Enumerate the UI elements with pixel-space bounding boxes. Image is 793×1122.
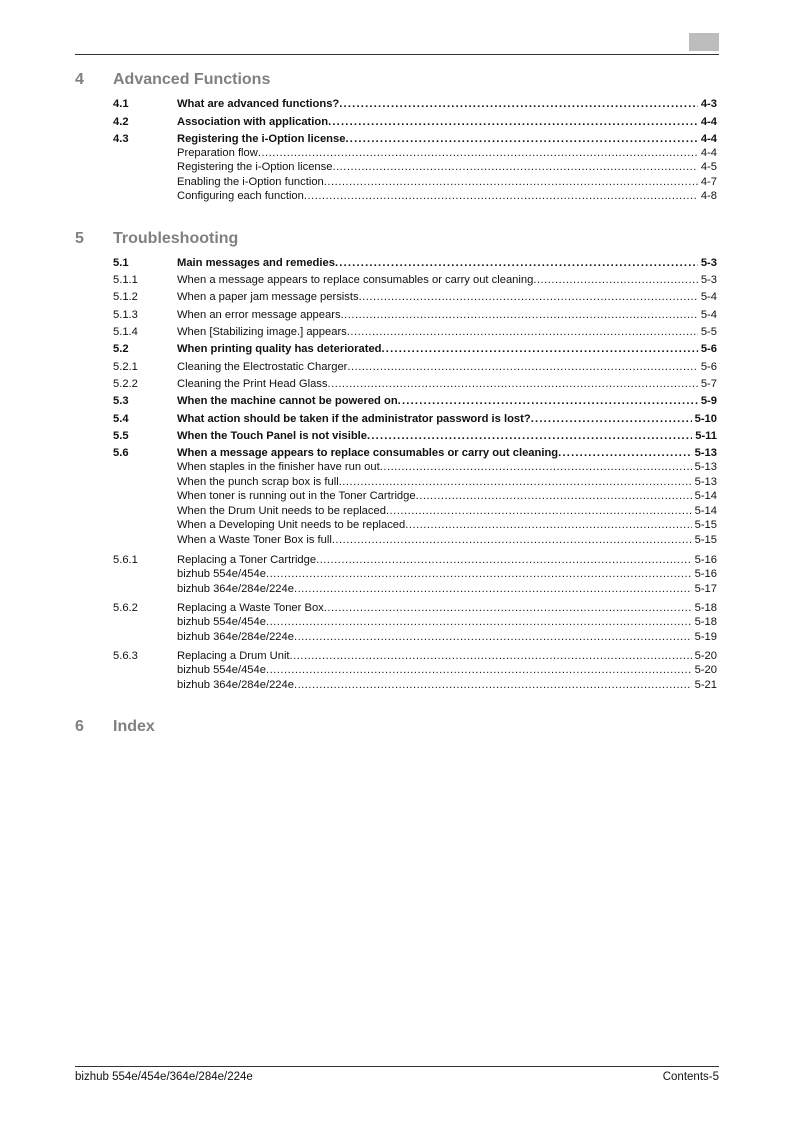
toc-entry[interactable] [113,97,717,111]
toc-entry-title: Registering the i-Option license [177,161,333,173]
toc-entry-title: Main messages and remedies [177,257,335,269]
toc-entry-page: 5-19 [694,631,717,643]
toc-entry-title: When an error message appears [177,309,341,321]
dot-leader [266,663,692,677]
chapter-heading [75,230,238,248]
toc-entry-page: 4-3 [700,98,717,110]
toc-entry-title: What are advanced functions? [177,98,340,110]
toc-entry-page: 5-3 [700,274,717,286]
toc-entry-page: 5-6 [700,343,717,355]
toc-entry[interactable] [113,489,717,503]
toc-entry-page: 5-7 [700,378,717,390]
toc-entry-page: 4-8 [700,190,717,202]
toc-entry-number: 4.3 [113,133,129,145]
toc-entry[interactable] [113,308,717,322]
toc-entry-title: Replacing a Waste Toner Box [177,602,324,614]
toc-entry-page: 5-20 [694,664,717,676]
dot-leader [382,342,698,356]
toc-entry-page: 5-21 [694,679,717,691]
toc-entry-number: 4.2 [113,116,129,128]
toc-entry[interactable] [113,630,717,644]
dot-leader [332,160,697,174]
toc-entry-number: 5.6.3 [113,650,138,662]
toc-entry-title: When the Touch Panel is not visible [177,430,368,442]
toc-entry-title: Cleaning the Electrostatic Charger [177,361,348,373]
dot-leader [294,582,692,596]
chapter-title: Advanced Functions [113,71,271,88]
dot-leader [558,446,691,460]
toc-entry[interactable] [113,290,717,304]
toc-entry-title: bizhub 364e/284e/224e [177,583,294,595]
footer-rule [75,1066,719,1067]
toc-entry-title: What action should be taken if the administrator password is lost? [177,413,531,425]
toc-entry-title: Enabling the i-Option function [177,176,324,188]
toc-entry[interactable] [113,273,717,287]
dot-leader [416,489,692,503]
toc-entry[interactable] [113,394,717,408]
toc-entry[interactable] [113,601,717,615]
dot-leader [347,325,698,339]
chapter-number: 5 [75,230,84,247]
toc-entry-title: When a paper jam message persists [177,291,359,303]
toc-entry-title: When [Stabilizing image.] appears [177,326,347,338]
chapter-heading [75,718,155,736]
toc-entry-number: 5.6 [113,447,129,459]
toc-entry-number: 5.1.1 [113,274,138,286]
chapter-number: 6 [75,718,84,735]
dot-leader [266,615,692,629]
dot-leader [386,504,692,518]
toc-entry-page: 5-3 [700,257,717,269]
toc-entry[interactable] [113,678,717,692]
toc-entry-page: 5-14 [694,490,717,502]
toc-entry-number: 5.2.2 [113,378,138,390]
toc-entry[interactable] [113,663,717,677]
dot-leader [405,518,691,532]
header-rule [75,54,719,55]
toc-entry[interactable] [113,175,717,189]
toc-entry[interactable] [113,160,717,174]
toc-entry-title: Configuring each function [177,190,304,202]
dot-leader [339,475,692,489]
toc-entry-page: 5-4 [700,291,717,303]
toc-entry-title: bizhub 554e/454e [177,616,266,628]
toc-entry[interactable] [113,553,717,567]
toc-entry-page: 5-16 [694,554,717,566]
toc-entry[interactable] [113,582,717,596]
toc-entry-page: 5-20 [694,650,717,662]
toc-entry-title: Association with application [177,116,329,128]
toc-entry[interactable] [113,360,717,374]
toc-entry-number: 5.1.3 [113,309,138,321]
footer-product: bizhub 554e/454e/364e/284e/224e [75,1071,253,1083]
toc-entry-title: When a Waste Toner Box is full [177,534,332,546]
toc-entry-title: When staples in the finisher have run out [177,461,380,473]
dot-leader [304,189,698,203]
dot-leader [258,146,698,160]
toc-entry[interactable] [113,189,717,203]
toc-entry-page: 4-4 [700,116,717,128]
toc-entry-page: 5-18 [694,602,717,614]
dot-leader [324,601,692,615]
dot-leader [531,412,692,426]
dot-leader [533,273,697,287]
dot-leader [294,630,692,644]
toc-entry-page: 4-5 [700,161,717,173]
dot-leader [294,678,692,692]
toc-entry-page: 5-5 [700,326,717,338]
dot-leader [345,132,697,146]
toc-entry-page: 5-4 [700,309,717,321]
dot-leader [290,649,692,663]
toc-entry[interactable] [113,649,717,663]
dot-leader [341,308,698,322]
toc-entry[interactable] [113,460,717,474]
chapter-title: Index [113,718,155,735]
toc-entry-page: 5-15 [694,534,717,546]
toc-entry[interactable] [113,412,717,426]
toc-entry[interactable] [113,146,717,160]
toc-entry-number: 5.1.4 [113,326,138,338]
chapter-heading [75,71,270,89]
toc-entry-page: 5-6 [700,361,717,373]
toc-entry-number: 5.3 [113,395,129,407]
toc-entry[interactable] [113,533,717,547]
toc-entry-page: 4-4 [700,133,717,145]
dot-leader [359,290,698,304]
toc-entry-page: 5-11 [695,430,717,442]
dot-leader [328,377,698,391]
toc-entry-number: 5.4 [113,413,129,425]
toc-entry-page: 5-13 [694,476,717,488]
toc-entry-title: When the machine cannot be powered on [177,395,398,407]
toc-entry[interactable] [113,518,717,532]
chapter-title: Troubleshooting [113,230,239,247]
toc-entry-page: 5-18 [694,616,717,628]
dot-leader [367,429,692,443]
toc-entry-title: When printing quality has deteriorated [177,343,382,355]
dot-leader [339,97,698,111]
toc-entry-number: 5.2 [113,343,129,355]
toc-entry-page: 5-9 [700,395,717,407]
toc-entry[interactable] [113,429,717,443]
dot-leader [380,460,692,474]
toc-entry-number: 5.6.1 [113,554,138,566]
toc-entry[interactable] [113,377,717,391]
chapter-number: 4 [75,71,84,88]
toc-entry-number: 5.1.2 [113,291,138,303]
toc-entry-title: Registering the i-Option license [177,133,346,145]
dot-leader [335,256,698,270]
header-marker [689,33,719,51]
toc-entry-title: When a message appears to replace consumables or carry out cleaning [177,274,534,286]
toc-entry-number: 5.6.2 [113,602,138,614]
toc-entry-title: When the Drum Unit needs to be replaced [177,505,386,517]
dot-leader [328,115,698,129]
dot-leader [316,553,692,567]
toc-entry[interactable] [113,342,717,356]
dot-leader [324,175,698,189]
toc-entry-title: bizhub 554e/454e [177,664,266,676]
toc-entry[interactable] [113,115,717,129]
toc-entry-page: 5-13 [694,447,717,459]
toc-entry-title: When a message appears to replace consumables or carry out cleaning [177,447,559,459]
toc-entry-number: 4.1 [113,98,129,110]
footer-page-label: Contents-5 [662,1071,719,1083]
toc-entry[interactable] [113,475,717,489]
toc-entry-number: 5.2.1 [113,361,138,373]
toc-entry-title: When toner is running out in the Toner Cartridge [177,490,416,502]
toc-entry-title: bizhub 364e/284e/224e [177,679,294,691]
toc-entry[interactable] [113,325,717,339]
toc-entry-page: 5-14 [694,505,717,517]
toc-entry[interactable] [113,256,717,270]
toc-entry-title: When the punch scrap box is full [177,476,339,488]
toc-entry-number: 5.5 [113,430,129,442]
toc-entry-page: 5-10 [694,413,717,425]
toc-entry-title: Cleaning the Print Head Glass [177,378,328,390]
toc-entry-title: bizhub 364e/284e/224e [177,631,294,643]
toc-entry-title: bizhub 554e/454e [177,568,266,580]
toc-entry-title: Replacing a Toner Cartridge [177,554,317,566]
toc-entry[interactable] [113,446,717,460]
dot-leader [347,360,697,374]
toc-entry[interactable] [113,132,717,146]
toc-entry-title: When a Developing Unit needs to be replaced [177,519,406,531]
toc-entry[interactable] [113,615,717,629]
toc-entry-page: 5-13 [694,461,717,473]
dot-leader [332,533,692,547]
toc-entry-page: 5-16 [694,568,717,580]
toc-entry[interactable] [113,567,717,581]
dot-leader [398,394,698,408]
toc-entry-page: 5-15 [694,519,717,531]
toc-entry[interactable] [113,504,717,518]
toc-entry-page: 4-7 [700,176,717,188]
toc-entry-page: 4-4 [700,147,717,159]
toc-entry-page: 5-17 [694,583,717,595]
dot-leader [266,567,692,581]
toc-entry-title: Preparation flow [177,147,258,159]
toc-entry-number: 5.1 [113,257,129,269]
toc-entry-title: Replacing a Drum Unit [177,650,290,662]
